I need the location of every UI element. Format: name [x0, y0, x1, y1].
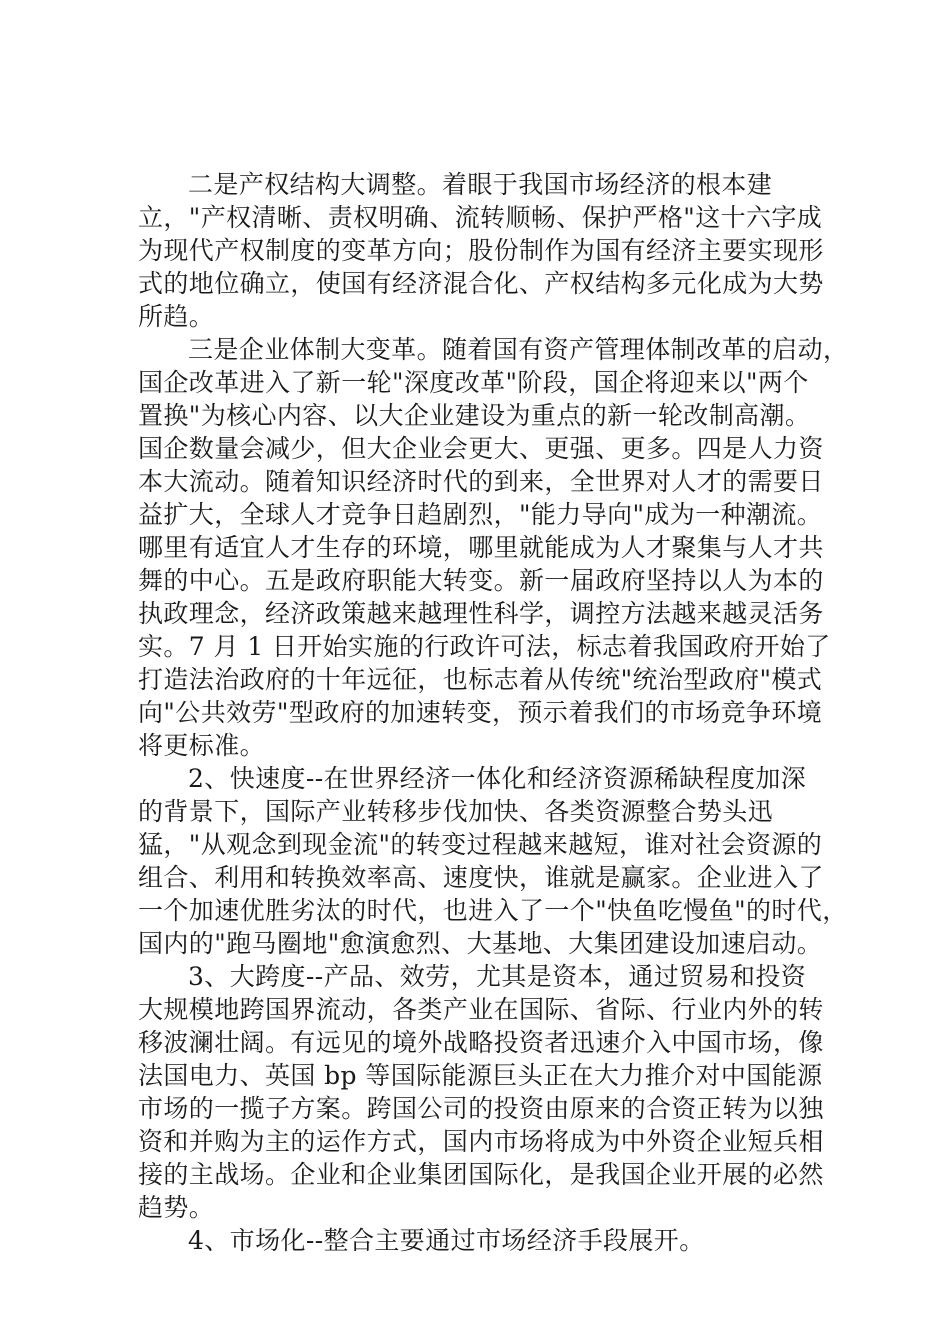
text-line: 执政理念，经济政策越来越理性科学，调控方法越来越灵活务 [138, 599, 824, 628]
text-line: 的背景下，国际产业转移步伐加快、各类资源整合势头迅 [138, 797, 774, 826]
text-line: 法国电力、英国 bp 等国际能源巨头正在大力推介对中国能源 [138, 1061, 823, 1090]
text-line: 打造法治政府的十年远征，也标志着从传统"统治型政府"模式 [138, 665, 823, 694]
document-body [138, 168, 849, 1257]
text-line: 哪里有适宜人才生存的环境，哪里就能成为人才聚集与人才共 [138, 533, 824, 562]
text-line: 将更标准。 [138, 731, 266, 760]
text-line: 实。7 月 1 日开始实施的行政许可法，标志着我国政府开始了 [138, 632, 831, 661]
text-line: 立，"产权清晰、责权明确、流转顺畅、保护严格"这十六字成 [138, 203, 823, 232]
text-line: 趋势。 [138, 1193, 215, 1222]
paragraph-first-line: 4、市场化--整合主要通过市场经济手段展开。 [188, 1226, 705, 1255]
text-line: 为现代产权制度的变革方向；股份制作为国有经济主要实现形 [138, 236, 824, 265]
paragraph-first-line: 2、快速度--在世界经济一体化和经济资源稀缺程度加深 [188, 764, 807, 793]
text-line: 式的地位确立，使国有经济混合化、产权结构多元化成为大势 [138, 269, 824, 298]
text-line: 猛，"从观念到现金流"的转变过程越来越短，谁对社会资源的 [138, 830, 823, 859]
text-line: 大规模地跨国界流动，各类产业在国际、省际、行业内外的转 [138, 995, 824, 1024]
text-line: 移波澜壮阔。有远见的境外战略投资者迅速介入中国市场，像 [138, 1028, 824, 1057]
text-line: 国内的"跑马圈地"愈演愈烈、大基地、大集团建设加速启动。 [138, 929, 823, 958]
text-line: 组合、利用和转换效率高、速度快，谁就是赢家。企业进入了 [138, 863, 824, 892]
text-line: 向"公共效劳"型政府的加速转变，预示着我们的市场竞争环境 [138, 698, 823, 727]
text-line: 国企数量会减少，但大企业会更大、更强、更多。四是人力资 [138, 434, 824, 463]
text-line: 资和并购为主的运作方式，国内市场将成为中外资企业短兵相 [138, 1127, 824, 1156]
text-line: 益扩大，全球人才竞争日趋剧烈，"能力导向"成为一种潮流。 [138, 500, 823, 529]
text-line: 接的主战场。企业和企业集团国际化，是我国企业开展的必然 [138, 1160, 824, 1189]
text-line: 所趋。 [138, 302, 215, 331]
text-line: 本大流动。随着知识经济时代的到来，全世界对人才的需要日 [138, 467, 824, 496]
paragraph-first-line: 3、大跨度--产品、效劳，尤其是资本，通过贸易和投资 [188, 962, 807, 991]
paragraph-first-line: 二是产权结构大调整。着眼于我国市场经济的根本建 [188, 170, 773, 199]
text-line: 置换"为核心内容、以大企业建设为重点的新一轮改制高潮。 [138, 401, 811, 430]
text-line: 舞的中心。五是政府职能大转变。新一届政府坚持以人为本的 [138, 566, 824, 595]
paragraph-first-line: 三是企业体制大变革。随着国有资产管理体制改革的启动， [188, 335, 849, 364]
text-line: 一个加速优胜劣汰的时代，也进入了一个"快鱼吃慢鱼"的时代， [138, 896, 848, 925]
text-line: 市场的一揽子方案。跨国公司的投资由原来的合资正转为以独 [138, 1094, 824, 1123]
text-line: 国企改革进入了新一轮"深度改革"阶段，国企将迎来以"两个 [138, 368, 809, 397]
